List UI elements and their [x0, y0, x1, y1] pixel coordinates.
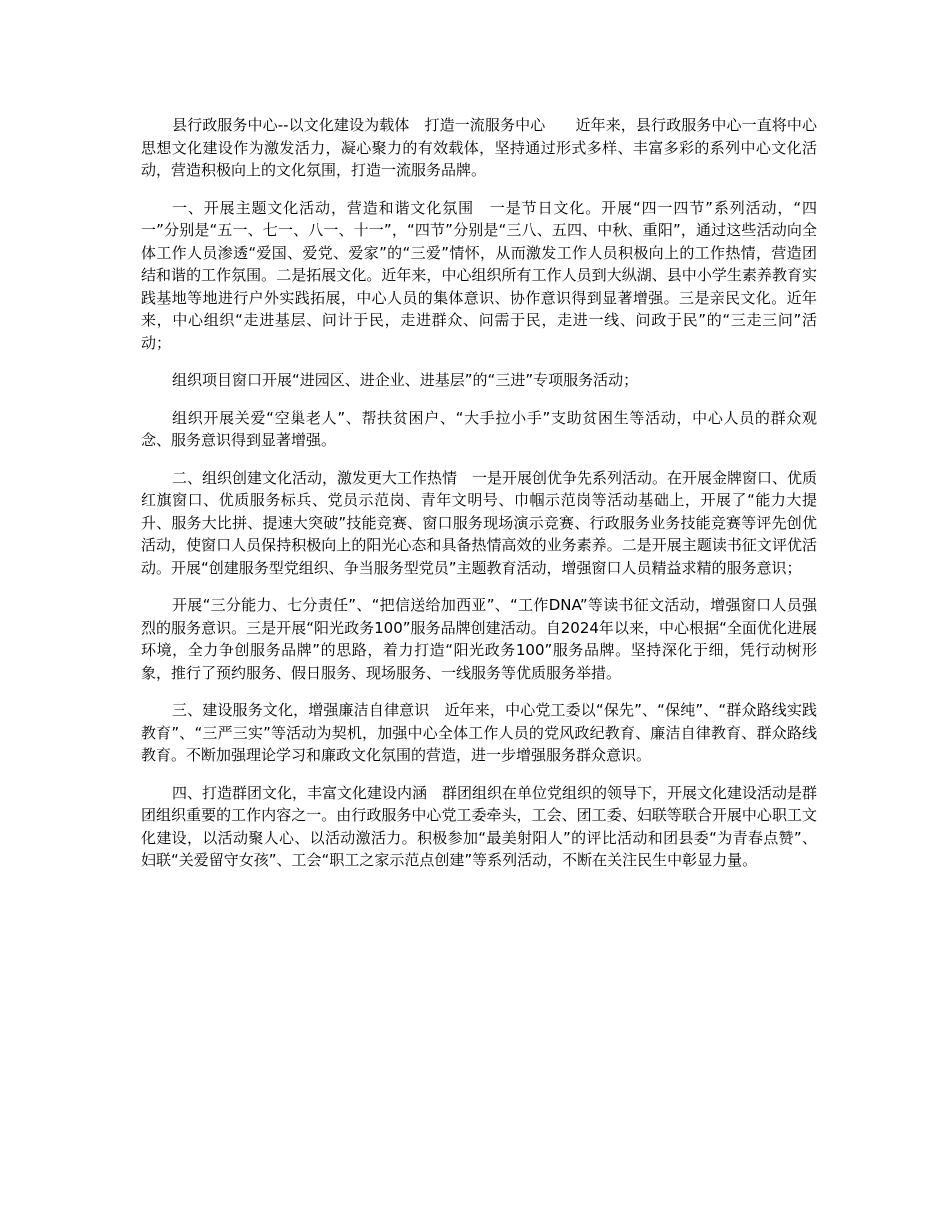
paragraph-intro: 县行政服务中心--以文化建设为载体 打造一流服务中心 近年来，县行政服务中心一直将中心思想文化建设作为激发活力，凝心聚力的有效载体，坚持通过形式多样、丰富多彩的系列中心文化活动，营造积极向上的文化氛围，打造一流服务品牌。 — [141, 116, 817, 179]
paragraph-section-2: 二、组织创建文化活动，激发更大工作热情 一是开展创优争先系列活动。在开展金牌窗口、优质红旗窗口、优质服务标兵、党员示范岗、青年文明号、巾帼示范岗等活动基础上，开展了“能力大提升、服务大比拼、提速大突破”技能竞赛、窗口服务现场演示竞赛、行政服务业务技能竞赛等评先创优活动，使窗口人员保持积极向上的阳光心态和具备热情高效的业务素养。二是开展主题读书征文评优活动。开展“创建服务型党组织、争当服务型党员”主题教育活动，增强窗口人员精益求精的服务意识； — [141, 468, 818, 577]
paragraph-section-1: 一、开展主题文化活动，营造和谐文化氛围 一是节日文化。开展“四一四节”系列活动，“四一”分别是“五一、七一、八一、十一”，“四节”分别是“三八、五四、中秋、重阳”，通过这些活动向全体工作人员渗透“爱国、爱党、爱家”的“三爱”情怀，从而激发工作人员积极向上的工作热情，营造团结和谐的工作氛围。二是拓展文化。近年来，中心组织所有工作人员到大纵湖、县中小学生素养教育实践基地等地进行户外实践拓展，中心人员的集体意识、协作意识得到显著增强。三是亲民文化。近年来，中心组织“走进基层、问计于民，走进群众、问需于民，走进一线、问政于民”的“三走三问”活动； — [141, 198, 817, 352]
paragraph-section-3: 三、建设服务文化，增强廉洁自律意识 近年来，中心党工委以“保先”、“保纯”、“群众路线实践教育”、“三严三实”等活动为契机，加强中心全体工作人员的党风政纪教育、廉洁自律教育、群众路线教育。不断加强理论学习和廉政文化氛围的营造，进一步增强服务群众意识。 — [141, 701, 817, 764]
paragraph-section-1-cont-b: 组织开展关爱“空巢老人”、帮扶贫困户、“大手拉小手”支助贫困生等活动，中心人员的群众观念、服务意识得到显著增强。 — [141, 408, 817, 449]
paragraph-section-1-cont-a: 组织项目窗口开展“进园区、进企业、进基层”的“三进”专项服务活动； — [172, 371, 639, 389]
paragraph-section-4: 四、打造群团文化，丰富文化建设内涵 群团组织在单位党组织的领导下，开展文化建设活动是群团组织重要的工作内容之一。由行政服务中心党工委牵头，工会、团工委、妇联等联合开展中心职工文化建设，以活动聚人心、以活动激活力。积极参加“最美射阳人”的评比活动和团县委“为青春点赞”、妇联“关爱留守女孩”、工会“职工之家示范点创建”等系列活动，不断在关注民生中彰显力量。 — [141, 783, 818, 869]
document-body — [141, 114, 817, 887]
paragraph-section-2-cont: 开展“三分能力、七分责任”、“把信送给加西亚”、“工作DNA”等读书征文活动，增强窗口人员强烈的服务意识。三是开展“阳光政务100”服务品牌创建活动。自2024年以来，中心根据“全面优化进展环境，全力争创服务品牌”的思路，着力打造“阳光政务100”服务品牌。坚持深化于细，凭行动树形象，推行了预约服务、假日服务、现场服务、一线服务等优质服务举措。 — [141, 596, 817, 682]
